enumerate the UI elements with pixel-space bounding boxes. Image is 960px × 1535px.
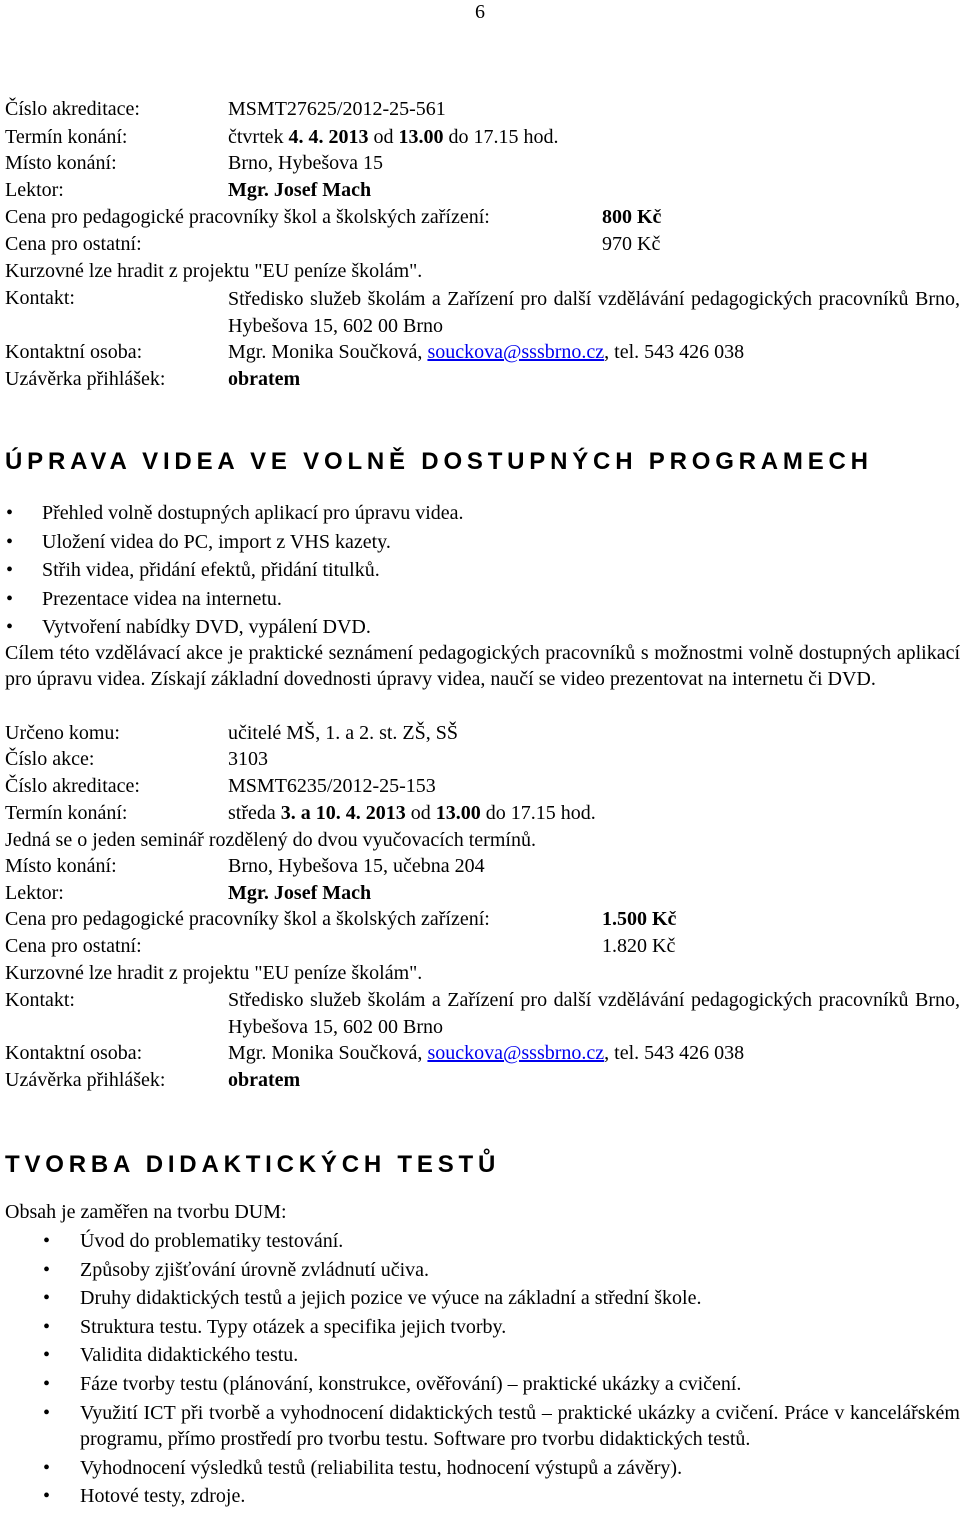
c1-misto-row bbox=[5, 150, 960, 176]
c1-uzaverka-value: obratem bbox=[228, 368, 301, 390]
list-item: • Prezentace videa na internetu. bbox=[0, 585, 960, 614]
c3-intro: Obsah je zaměřen na tvorbu DUM: bbox=[5, 1201, 287, 1223]
list-item: • Způsoby zjišťování úrovně zvládnutí učiva. bbox=[0, 1256, 960, 1285]
c2-misto-label: Místo konání: bbox=[5, 855, 117, 877]
list-item: • Hotové testy, zdroje. bbox=[0, 1482, 960, 1511]
list-item: • Fáze tvorby testu (plánování, konstrukce, ověřování) – praktické ukázky a cvičení. bbox=[0, 1370, 960, 1399]
list-item: • Vytvoření nabídky DVD, vypálení DVD. bbox=[0, 613, 960, 642]
c1-osoba-label: Kontaktní osoba: bbox=[5, 341, 143, 363]
c2-cena-ost-value: 1.820 Kč bbox=[602, 935, 676, 957]
c2-cena-ost-row bbox=[5, 933, 960, 959]
c2-akreditace-label: Číslo akreditace: bbox=[5, 775, 140, 797]
c2-akce-value: 3103 bbox=[228, 748, 268, 770]
c2-heading: ÚPRAVA VIDEA VE VOLNĚ DOSTUPNÝCH PROGRAMECH bbox=[5, 448, 873, 475]
c2-urceno-row bbox=[5, 720, 960, 746]
c2-termin-value: středa 3. a 10. 4. 2013 od 13.00 do 17.15 hod. bbox=[228, 802, 596, 824]
c2-kontakt-value: Středisko služeb školám a Zařízení pro další vzdělávání pedagogických pracovníků Brno, Hybešova 15, 602 00 Brno bbox=[228, 989, 960, 1038]
c1-cena-ped-value: 800 Kč bbox=[602, 206, 662, 228]
c2-termin-label: Termín konání: bbox=[5, 802, 128, 824]
c2-cena-ped-row bbox=[5, 906, 960, 932]
list-item: • Úvod do problematiky testování. bbox=[0, 1227, 960, 1256]
c1-eu-note: Kurzovné lze hradit z projektu "EU peníze školám". bbox=[5, 260, 423, 282]
c1-uzaverka-label: Uzávěrka přihlášek: bbox=[5, 368, 166, 390]
c2-email-link[interactable]: souckova@sssbrno.cz bbox=[427, 1042, 605, 1064]
c2-lektor-row bbox=[5, 880, 960, 906]
c1-cena-ped-row bbox=[5, 204, 960, 230]
c2-bullet-list bbox=[0, 499, 960, 642]
list-item: • Validita didaktického testu. bbox=[0, 1341, 960, 1370]
list-item: • Vyhodnocení výsledků testů (reliabilita testu, hodnocení výstupů a závěry). bbox=[0, 1454, 960, 1483]
c2-akce-row bbox=[5, 746, 960, 772]
c2-eu-note: Kurzovné lze hradit z projektu "EU peníze školám". bbox=[5, 962, 423, 984]
c1-cena-ost-row bbox=[5, 231, 960, 257]
c1-termin-label: Termín konání: bbox=[5, 126, 128, 148]
c1-lektor-row bbox=[5, 177, 960, 203]
list-item: • Střih videa, přidání efektů, přidání titulků. bbox=[0, 556, 960, 585]
c1-osoba-row bbox=[5, 339, 960, 365]
c1-kontakt-value: Středisko služeb školám a Zařízení pro další vzdělávání pedagogických pracovníků Brno, Hybešova 15, 602 00 Brno bbox=[228, 288, 960, 337]
c2-lektor-value: Mgr. Josef Mach bbox=[228, 882, 372, 904]
c1-misto-label: Místo konání: bbox=[5, 152, 117, 174]
c2-cena-ped-label: Cena pro pedagogické pracovníky škol a školských zařízení: bbox=[5, 908, 490, 930]
c2-kontakt-label: Kontakt: bbox=[5, 989, 75, 1011]
c2-uzaverka-label: Uzávěrka přihlášek: bbox=[5, 1069, 166, 1091]
c3-heading: TVORBA DIDAKTICKÝCH TESTŮ bbox=[5, 1151, 501, 1178]
c2-osoba-label: Kontaktní osoba: bbox=[5, 1042, 143, 1064]
c1-osoba-value: Mgr. Monika Součková, souckova@sssbrno.cz, tel. 543 426 038 bbox=[228, 341, 745, 363]
c2-akreditace-row bbox=[5, 773, 960, 799]
c1-lektor-value: Mgr. Josef Mach bbox=[228, 179, 372, 201]
list-item: • Druhy didaktických testů a jejich pozice ve výuce na základní a střední škole. bbox=[0, 1284, 960, 1313]
c1-kontakt-label: Kontakt: bbox=[5, 287, 75, 309]
c2-uzaverka-row bbox=[5, 1067, 960, 1093]
c3-bullet-list bbox=[0, 1227, 960, 1511]
c2-seminar-note: Jedná se o jeden seminář rozdělený do dvou vyučovacích termínů. bbox=[5, 829, 536, 851]
c1-cena-ost-label: Cena pro ostatní: bbox=[5, 233, 142, 255]
c1-cena-ped-label: Cena pro pedagogické pracovníky škol a školských zařízení: bbox=[5, 206, 490, 228]
c2-description: Cílem této vzdělávací akce je praktické seznámení pedagogických pracovníků s možnostmi volně dostupných aplikací pro úpravu videa. Získají základní dovednosti úpravy videa, naučí se video prezentovat na internetu či DVD. bbox=[5, 642, 960, 691]
c1-cena-ost-value: 970 Kč bbox=[602, 233, 661, 255]
c2-osoba-value: Mgr. Monika Součková, souckova@sssbrno.cz, tel. 543 426 038 bbox=[228, 1042, 745, 1064]
c1-lektor-label: Lektor: bbox=[5, 179, 64, 201]
page-number: 6 bbox=[475, 1, 485, 23]
list-item: • Struktura testu. Typy otázek a specifika jejich tvorby. bbox=[0, 1313, 960, 1342]
c1-termin-value: čtvrtek 4. 4. 2013 od 13.00 do 17.15 hod. bbox=[228, 126, 559, 148]
c1-uzaverka-row bbox=[5, 366, 960, 392]
c1-termin-row bbox=[5, 124, 960, 150]
c1-misto-value: Brno, Hybešova 15 bbox=[228, 152, 383, 174]
c1-email-link[interactable]: souckova@sssbrno.cz bbox=[427, 341, 605, 363]
c2-akreditace-value: MSMT6235/2012-25-153 bbox=[228, 775, 436, 797]
c1-akreditace-value: MSMT27625/2012-25-561 bbox=[228, 98, 446, 120]
c1-akreditace-label: Číslo akreditace: bbox=[5, 98, 140, 120]
list-item: • Využití ICT při tvorbě a vyhodnocení didaktických testů – praktické ukázky a cvičení. Práce v kancelářském programu, přímo prostředí pro tvorbu testu. Software pro tvorbu didaktických testů. bbox=[0, 1399, 960, 1454]
c2-cena-ped-value: 1.500 Kč bbox=[602, 908, 677, 930]
list-item: • Uložení videa do PC, import z VHS kazety. bbox=[0, 528, 960, 557]
c2-uzaverka-value: obratem bbox=[228, 1069, 301, 1091]
c2-osoba-row bbox=[5, 1040, 960, 1066]
list-item: • Přehled volně dostupných aplikací pro úpravu videa. bbox=[0, 499, 960, 528]
c2-cena-ost-label: Cena pro ostatní: bbox=[5, 935, 142, 957]
c2-misto-row bbox=[5, 853, 960, 879]
c2-urceno-value: učitelé MŠ, 1. a 2. st. ZŠ, SŠ bbox=[228, 722, 459, 744]
c2-misto-value: Brno, Hybešova 15, učebna 204 bbox=[228, 855, 485, 877]
c2-akce-label: Číslo akce: bbox=[5, 748, 95, 770]
c1-akreditace-row bbox=[5, 96, 960, 122]
c2-urceno-label: Určeno komu: bbox=[5, 722, 120, 744]
c2-lektor-label: Lektor: bbox=[5, 882, 64, 904]
c2-termin-row bbox=[5, 800, 960, 826]
